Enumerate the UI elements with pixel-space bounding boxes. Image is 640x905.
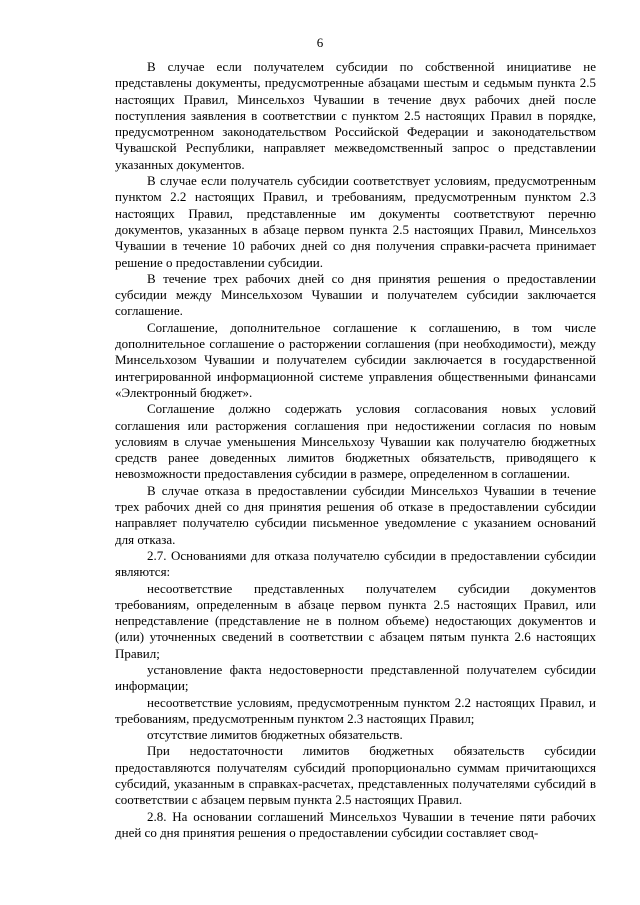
paragraph-decision-on-subsidy: В случае если получатель субсидии соответствует условиям, предусмотренным пунктом 2.2 настоящих Правил, и требованиям, предусмотренным пунктом 2.3 настоящих Правил, представленные им документы соответствуют перечню документов, указанных в абзаце первом пункта 2.5 настоящих Правил, Минсельхоз Чувашии в течение 10 рабочих дней со дня получения справки-расчета принимает решение о предоставлении субсидии. (115, 173, 596, 270)
paragraph-proportional-allocation: При недостаточности лимитов бюджетных обязательств субсидии предоставляются получателям субсидий пропорционально суммам причитающихся субсидий, указанным в справках-расчетах, представленных получателями субсидий в соответствии с абзацем первым пункта 2.5 настоящих Правил. (115, 743, 596, 808)
paragraph-electronic-budget: Соглашение, дополнительное соглашение к соглашению, в том числе дополнительное соглашение о расторжении соглашения (при необходимости), между Минсельхозом Чувашии и получателем субсидии заключается в государственной интегрированной информационной системе управления общественными финансами «Электронный бюджет». (115, 319, 596, 400)
paragraph-ground-conditions: несоответствие условиям, предусмотренным пунктом 2.2 настоящих Правил, и требованиям, предусмотренным пунктом 2.3 настоящих Правил; (115, 694, 596, 726)
paragraph-ground-documents: несоответствие представленных получателем субсидии документов требованиям, определенным в абзаце первом пункта 2.5 настоящих Правил, или непредставление (представление не в полном объеме) недостающих документов и (или) уточненных сведений в соответствии с абзацем пятым пункта 2.6 настоящих Правил; (115, 580, 596, 661)
page-number: 6 (316, 35, 324, 50)
paragraph-ground-no-limits: отсутствие лимитов бюджетных обязательств. (147, 727, 403, 743)
paragraph-refusal-grounds-heading: 2.7. Основаниями для отказа получателю субсидии в предоставлении субсидии являются: (115, 547, 596, 580)
paragraph-agreement-conclusion: В течение трех рабочих дней со дня принятия решения о предоставлении субсидии между Минсельхозом Чувашии и получателем субсидии заключается соглашение. (115, 270, 596, 319)
paragraph-interagency-request: В случае если получателем субсидии по собственной инициативе не представлены документы, предусмотренные абзацами шестым и седьмым пункта 2.5 настоящих Правил, Минсельхоз Чувашии в течение двух рабочих дней после поступления заявления в соответствии с пунктом 2.5 настоящих Правил в порядке, предусмотренном законодательством Российской Федерации и законодательством Чувашской Республики, направляет межведомственный запрос о представлении указанных документов. (115, 59, 596, 172)
paragraph-section-2-8: 2.8. На основании соглашений Минсельхоз Чувашии в течение пяти рабочих дней со дня принятия решения о предоставлении субсидии составляет свод- (115, 808, 596, 840)
paragraph-ground-false-info: установление факта недостоверности представленной получателем субсидии информации; (115, 661, 596, 694)
paragraph-agreement-conditions: Соглашение должно содержать условия согласования новых условий соглашения или расторжения соглашения при недостижении согласия по новым условиям в случае уменьшения Минсельхозу Чувашии как получателю бюджетных средств ранее доведенных лимитов бюджетных обязательств, приводящего к невозможности предоставления субсидии в размере, определенном в соглашении. (115, 401, 596, 482)
paragraph-refusal-notice: В случае отказа в предоставлении субсидии Минсельхоз Чувашии в течение трех рабочих дней со дня принятия решения об отказе в предоставлении субсидии направляет получателю субсидии письменное уведомление с указанием оснований для отказа. (115, 482, 596, 547)
document-body (115, 59, 596, 841)
